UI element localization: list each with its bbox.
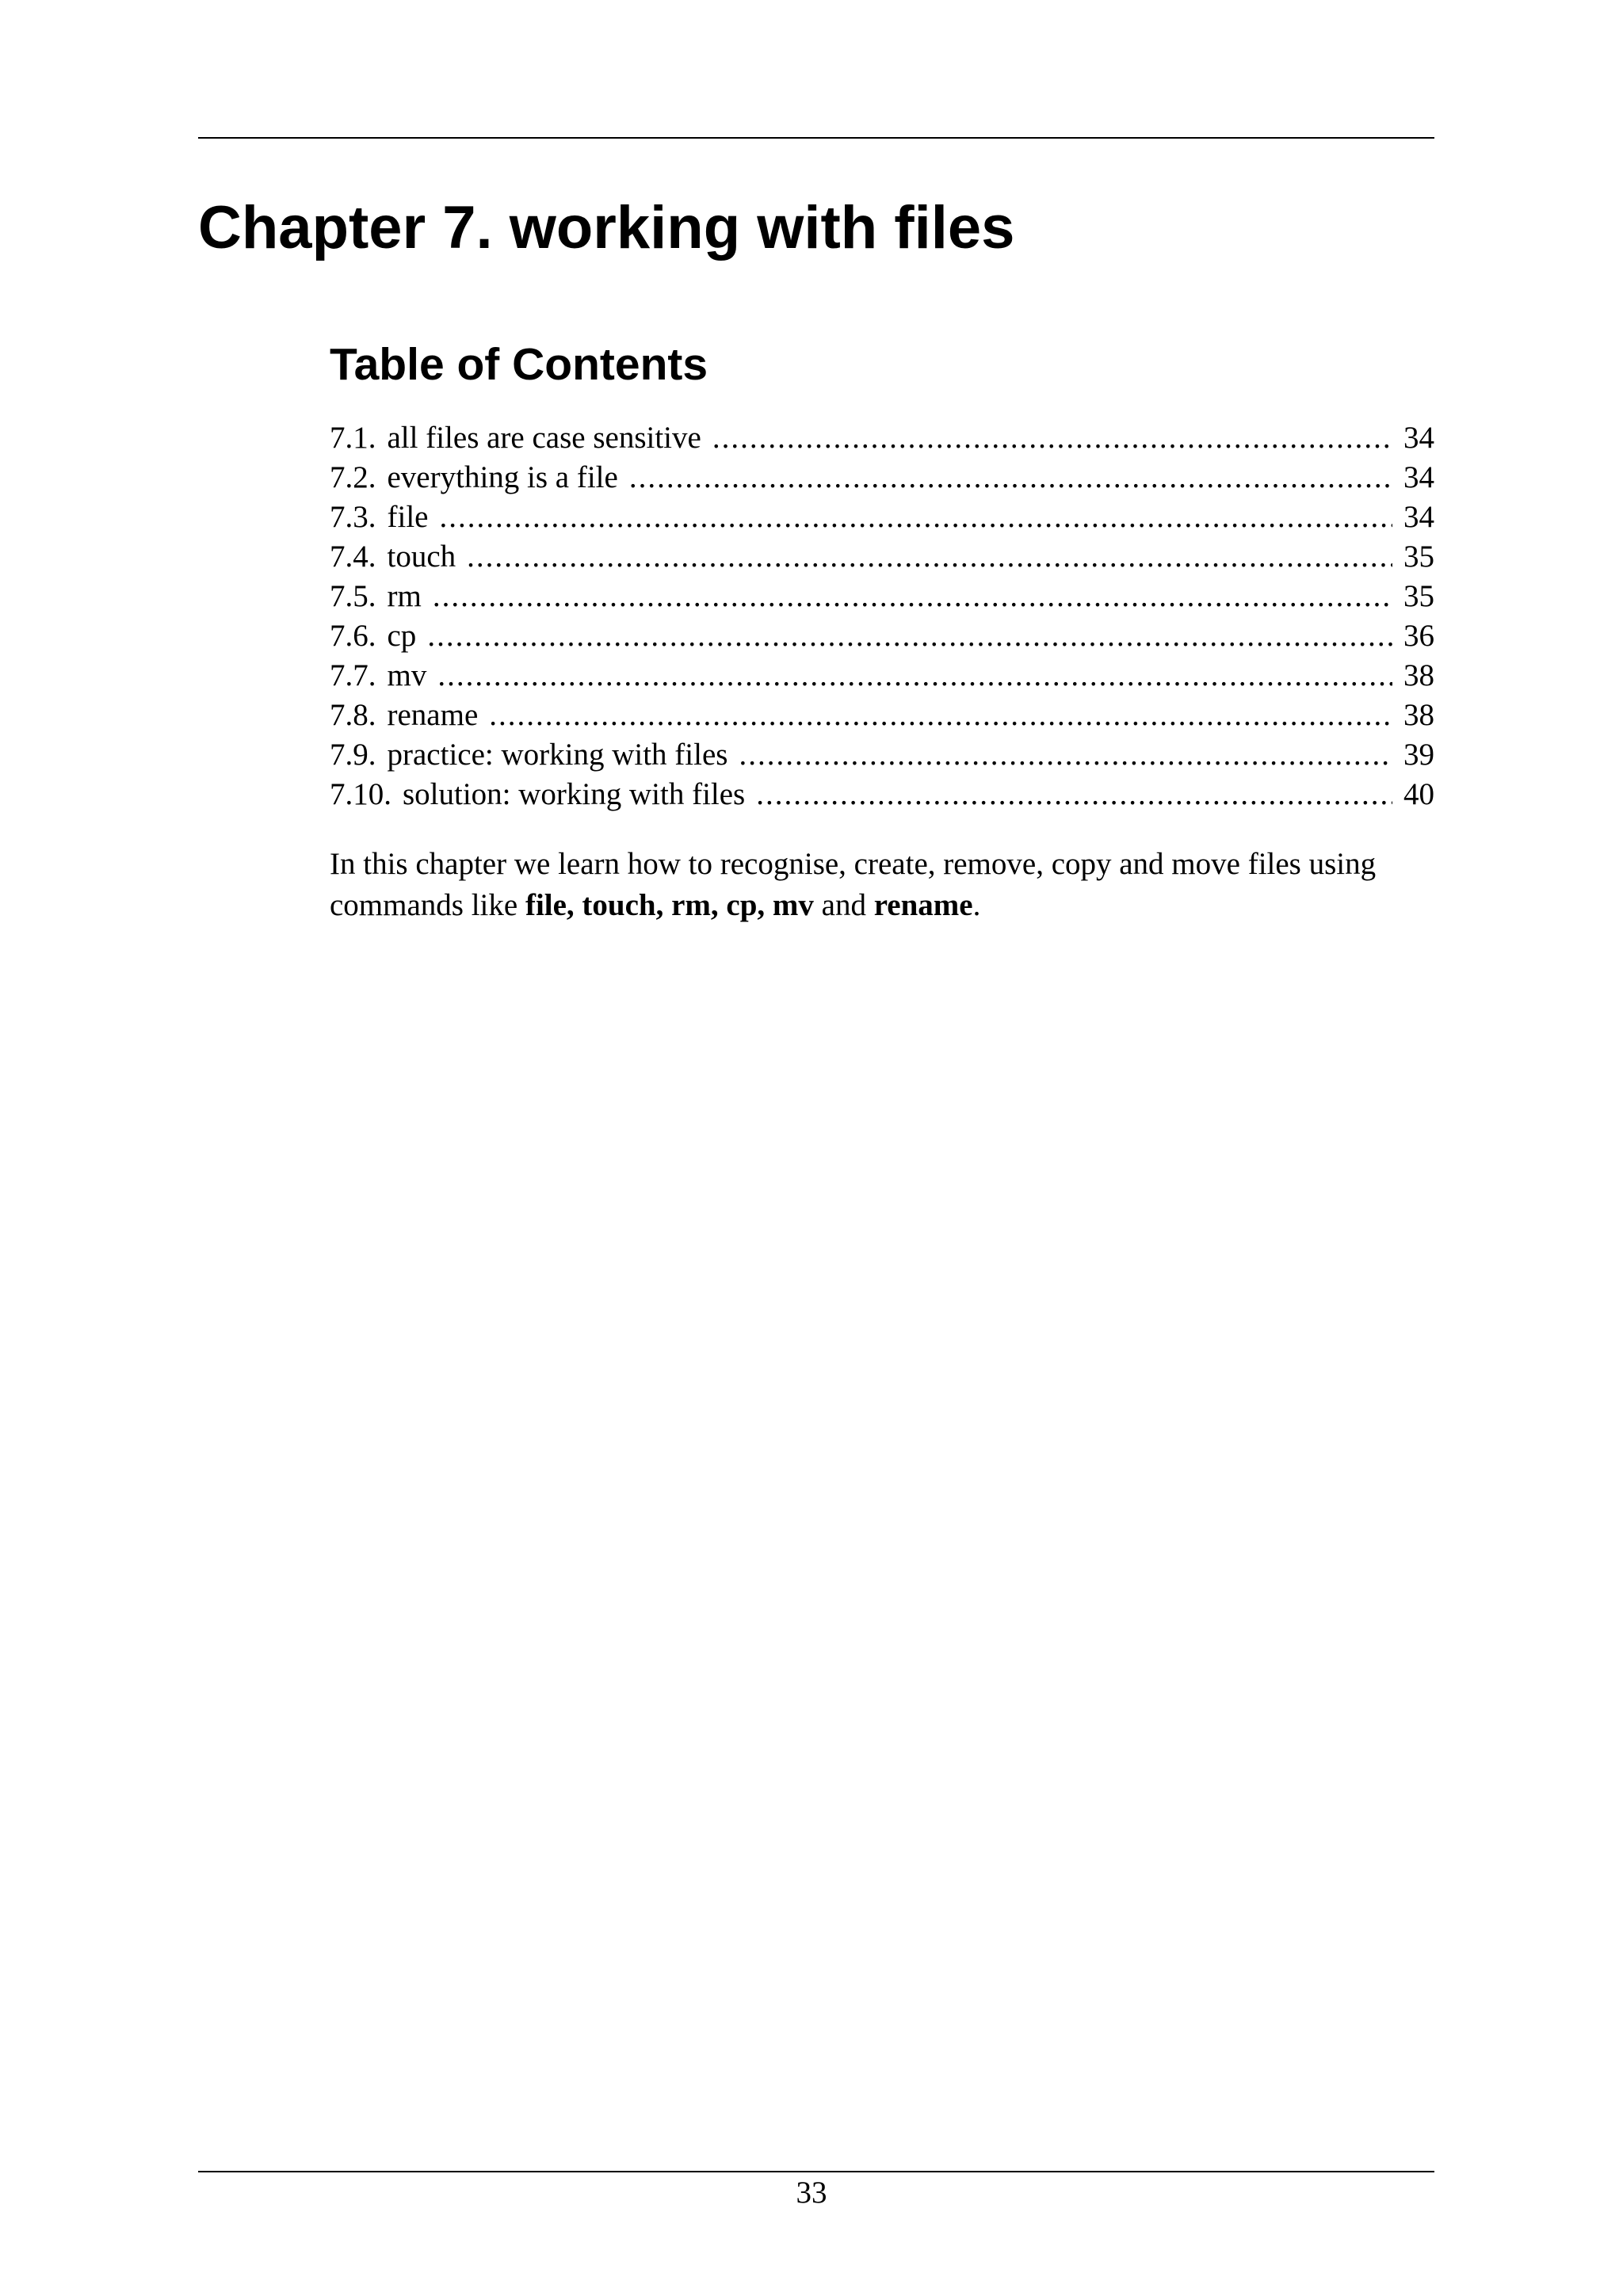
- toc-dot-leader: [629, 458, 1392, 498]
- toc-entry-title[interactable]: rename: [387, 698, 479, 732]
- intro-command-rename: rename: [873, 888, 973, 922]
- intro-text: In this chapter we learn how to recognise, create, remove, copy and move files using commands like: [330, 847, 1377, 922]
- toc-entry[interactable]: [330, 418, 1434, 458]
- toc-entry-number: 7.3.: [330, 500, 376, 534]
- toc-entry[interactable]: [330, 616, 1434, 656]
- toc-heading: Table of Contents: [330, 339, 708, 390]
- toc-entry-title[interactable]: practice: working with files: [387, 738, 728, 772]
- chapter-title: Chapter 7. working with files: [198, 194, 1015, 261]
- toc-entry[interactable]: [330, 735, 1434, 775]
- toc-entry-number: 7.4.: [330, 540, 376, 574]
- toc-entry-number: 7.7.: [330, 658, 376, 692]
- page-number: 33: [796, 2176, 827, 2210]
- toc-entry-title[interactable]: solution: working with files: [403, 777, 746, 811]
- header-rule: [198, 137, 1434, 139]
- toc-entry-number: 7.6.: [330, 619, 376, 653]
- toc-entry-page[interactable]: 36: [1403, 619, 1434, 653]
- toc-entry[interactable]: [330, 458, 1434, 498]
- toc-entry[interactable]: [330, 577, 1434, 616]
- toc-entry-page[interactable]: 39: [1403, 738, 1434, 772]
- toc-entry-page[interactable]: 38: [1403, 698, 1434, 732]
- toc-dot-leader: [467, 537, 1392, 577]
- toc-entry-number: 7.10.: [330, 777, 391, 811]
- toc-dot-leader: [756, 775, 1392, 814]
- toc-entry-title[interactable]: rm: [387, 579, 422, 613]
- toc-entry[interactable]: [330, 498, 1434, 537]
- toc-dot-leader: [433, 577, 1392, 616]
- toc-dot-leader: [437, 656, 1392, 696]
- toc-entry-title[interactable]: touch: [387, 540, 456, 574]
- intro-text: .: [972, 888, 981, 922]
- toc-entry-number: 7.8.: [330, 698, 376, 732]
- toc-entry-title[interactable]: everything is a file: [387, 460, 618, 494]
- toc-dot-leader: [439, 498, 1392, 537]
- toc-dot-leader: [489, 696, 1392, 735]
- toc-entry[interactable]: [330, 537, 1434, 577]
- chapter-intro-paragraph: [330, 844, 1434, 926]
- toc-entry-page[interactable]: 35: [1403, 540, 1434, 574]
- toc-entry[interactable]: [330, 656, 1434, 696]
- intro-commands: file, touch, rm, cp, mv: [525, 888, 814, 922]
- toc-dot-leader: [712, 418, 1392, 458]
- toc-entry-page[interactable]: 34: [1403, 500, 1434, 534]
- toc-dot-leader: [739, 735, 1392, 775]
- toc-entry[interactable]: [330, 775, 1434, 814]
- toc-entry-number: 7.1.: [330, 421, 376, 455]
- footer-rule: [198, 2171, 1434, 2172]
- toc-entry-title[interactable]: mv: [387, 658, 427, 692]
- toc-entry-number: 7.5.: [330, 579, 376, 613]
- table-of-contents: [330, 418, 1434, 814]
- toc-entry-page[interactable]: 34: [1403, 421, 1434, 455]
- toc-entry-page[interactable]: 35: [1403, 579, 1434, 613]
- toc-entry-number: 7.9.: [330, 738, 376, 772]
- toc-entry-title[interactable]: all files are case sensitive: [387, 421, 701, 455]
- toc-entry[interactable]: [330, 696, 1434, 735]
- intro-text: and: [813, 888, 874, 922]
- toc-dot-leader: [427, 616, 1392, 656]
- toc-entry-number: 7.2.: [330, 460, 376, 494]
- toc-entry-page[interactable]: 40: [1403, 777, 1434, 811]
- toc-entry-page[interactable]: 38: [1403, 658, 1434, 692]
- toc-entry-title[interactable]: cp: [387, 619, 417, 653]
- toc-entry-title[interactable]: file: [387, 500, 429, 534]
- toc-entry-page[interactable]: 34: [1403, 460, 1434, 494]
